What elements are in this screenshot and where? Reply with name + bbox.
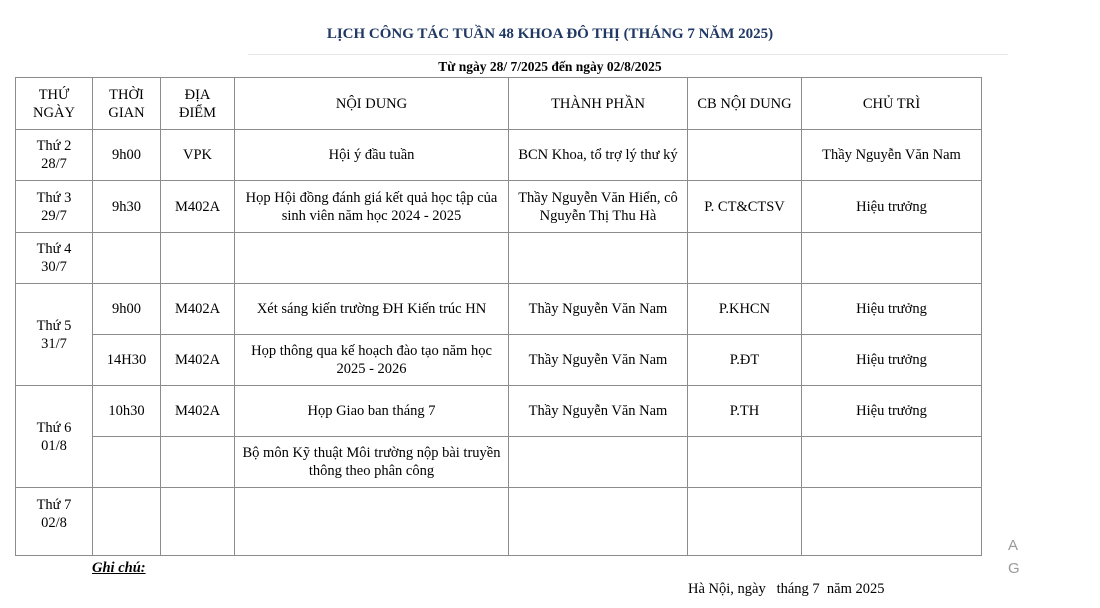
day-name: Thứ 4 [36, 241, 72, 257]
members-cell [509, 233, 688, 284]
members-cell: Thầy Nguyễn Văn Nam [509, 335, 688, 386]
content-cell: Họp Giao ban tháng 7 [235, 386, 509, 437]
day-date: 28/7 [41, 156, 67, 172]
staff-cell: P.TH [688, 386, 802, 437]
staff-cell [688, 233, 802, 284]
members-cell [509, 437, 688, 488]
members-cell: BCN Khoa, tổ trợ lý thư ký [509, 130, 688, 181]
header-row [16, 78, 982, 130]
time-cell [93, 233, 161, 284]
day-cell [16, 488, 93, 556]
day-cell [16, 181, 93, 233]
place-cell: M402A [161, 284, 235, 335]
content-cell: Xét sáng kiến trường ĐH Kiến trúc HN [235, 284, 509, 335]
chair-cell: Hiệu trưởng [802, 386, 982, 437]
chair-cell: Hiệu trưởng [802, 284, 982, 335]
note-label: Ghi chú: [92, 560, 146, 576]
date-range: Từ ngày 28/ 7/2025 đến ngày 02/8/2025 [438, 59, 662, 74]
header-day: THỨ NGÀY [16, 78, 93, 130]
table-row [16, 181, 982, 233]
header-divider [248, 54, 1008, 55]
place-cell: M402A [161, 335, 235, 386]
content-cell: Bộ môn Kỹ thuật Môi trường nộp bài truyền thông theo phân công [235, 437, 509, 488]
staff-cell: P. CT&CTSV [688, 181, 802, 233]
chair-cell [802, 233, 982, 284]
header-content: NỘI DUNG [235, 78, 509, 130]
document-title: LỊCH CÔNG TÁC TUẦN 48 KHOA ĐÔ THỊ (THÁNG 7 NĂM 2025) [326, 26, 774, 42]
place-cell [161, 233, 235, 284]
table-row [16, 488, 982, 556]
time-cell: 9h30 [93, 181, 161, 233]
content-cell: Hội ý đầu tuần [235, 130, 509, 181]
staff-cell: P.ĐT [688, 335, 802, 386]
day-name: Thứ 6 [36, 419, 72, 436]
members-cell: Thầy Nguyễn Văn Hiển, cô Nguyễn Thị Thu Hà [509, 181, 688, 233]
content-cell: Họp thông qua kế hoạch đào tạo năm học 2025 - 2026 [235, 335, 509, 386]
members-cell: Thầy Nguyễn Văn Nam [509, 386, 688, 437]
day-cell [16, 130, 93, 181]
place-cell: M402A [161, 386, 235, 437]
time-cell [93, 488, 161, 556]
staff-cell: P.KHCN [688, 284, 802, 335]
chair-cell: Hiệu trưởng [802, 335, 982, 386]
content-cell: Họp Hội đồng đánh giá kết quả học tập của sinh viên năm học 2024 - 2025 [235, 181, 509, 233]
day-cell [16, 233, 93, 284]
chair-cell [802, 437, 982, 488]
table-row [16, 130, 982, 181]
chair-cell [802, 488, 982, 556]
header-staff: CB NỘI DUNG [688, 78, 802, 130]
table-row [16, 335, 982, 386]
place-date-line: Hà Nội, ngày tháng 7 năm 2025 [688, 581, 885, 597]
day-name: Thứ 7 [36, 497, 72, 513]
time-cell [93, 437, 161, 488]
day-cell [16, 284, 93, 386]
schedule-table [15, 77, 982, 556]
time-cell: 10h30 [93, 386, 161, 437]
staff-cell [688, 437, 802, 488]
day-name: Thứ 5 [36, 317, 72, 334]
place-cell [161, 437, 235, 488]
day-name: Thứ 3 [36, 189, 72, 206]
chair-cell: Thầy Nguyễn Văn Nam [802, 130, 982, 181]
staff-cell [688, 488, 802, 556]
staff-cell [688, 130, 802, 181]
members-cell [509, 488, 688, 556]
day-name: Thứ 2 [36, 138, 72, 154]
day-cell [16, 386, 93, 488]
time-cell: 9h00 [93, 130, 161, 181]
edge-letter: A [1008, 537, 1019, 554]
content-cell [235, 233, 509, 284]
day-date: 01/8 [41, 437, 67, 454]
edge-letter: G [1008, 560, 1020, 577]
members-cell: Thầy Nguyễn Văn Nam [509, 284, 688, 335]
header-time: THỜI GIAN [93, 78, 161, 130]
day-date: 02/8 [41, 515, 67, 531]
table-row [16, 386, 982, 437]
time-cell: 14H30 [93, 335, 161, 386]
day-date: 30/7 [41, 259, 67, 275]
place-cell: VPK [161, 130, 235, 181]
header-chair: CHỦ TRÌ [802, 78, 982, 130]
header-place: ĐỊA ĐIỂM [161, 78, 235, 130]
place-cell [161, 488, 235, 556]
chair-cell: Hiệu trưởng [802, 181, 982, 233]
place-cell: M402A [161, 181, 235, 233]
content-cell [235, 488, 509, 556]
day-date: 29/7 [41, 207, 67, 224]
table-row [16, 233, 982, 284]
table-row [16, 437, 982, 488]
time-cell: 9h00 [93, 284, 161, 335]
day-date: 31/7 [41, 335, 67, 352]
table-row [16, 284, 982, 335]
header-members: THÀNH PHẦN [509, 78, 688, 130]
